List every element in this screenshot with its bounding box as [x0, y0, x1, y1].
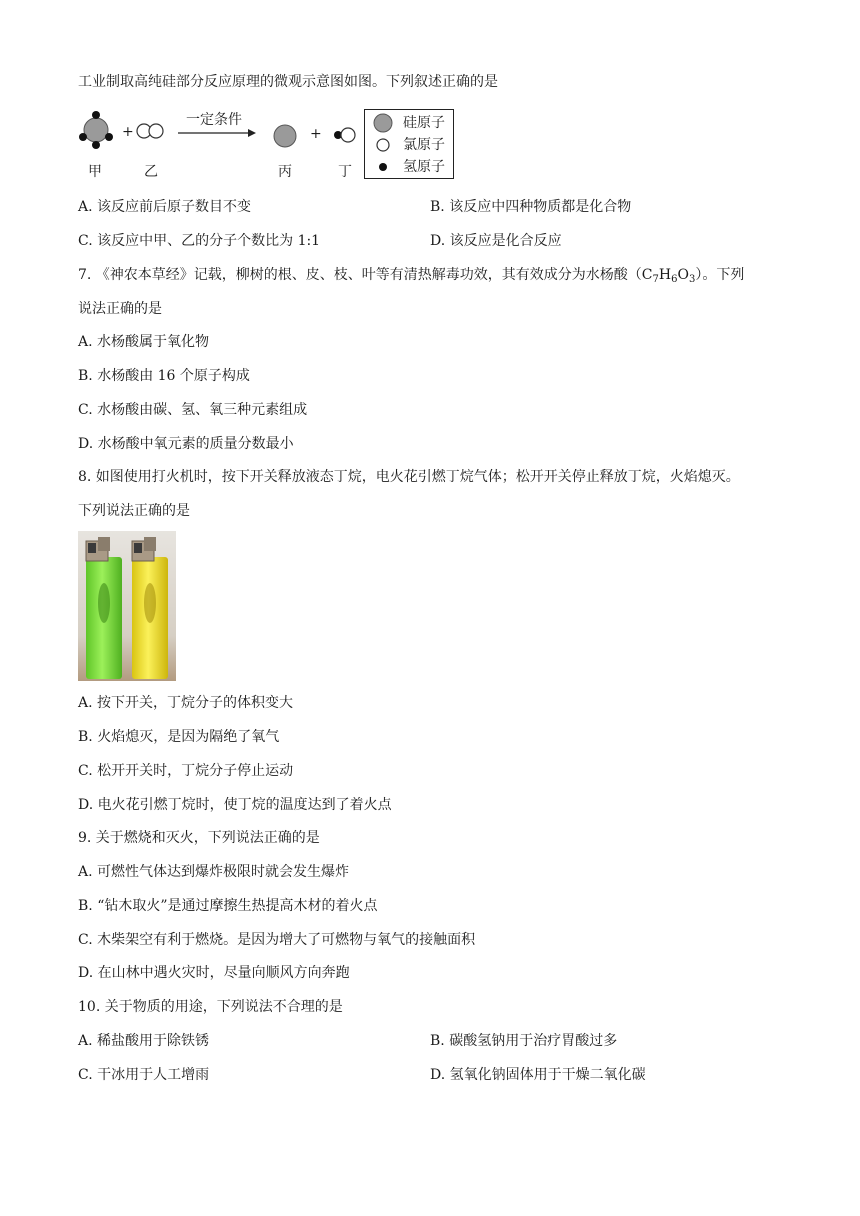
legend-silicon-label: 硅原子: [403, 115, 445, 131]
q6-stem: 工业制取高纯硅部分反应原理的微观示意图如图。下列叙述正确的是: [78, 74, 498, 90]
q10-option-d: D. 氢氧化钠固体用于干燥二氧化碳: [430, 1067, 646, 1083]
label-ding: 丁: [338, 164, 352, 180]
q9-option-c: C. 木柴架空有利于燃烧。是因为增大了可燃物与氧气的接触面积: [78, 932, 476, 948]
q7-stem-line1: [78, 265, 744, 285]
q6-option-a: A. 该反应前后原子数目不变: [78, 199, 252, 215]
q7-formula-sub-c: 7: [652, 274, 659, 285]
label-bing: 丙: [278, 164, 292, 180]
q7-formula-sub-o: 3: [688, 274, 696, 285]
legend-hydrogen-label: 氢原子: [403, 159, 445, 175]
q7-option-c: C. 水杨酸由碳、氢、氧三种元素组成: [78, 402, 308, 418]
label-yi: 乙: [144, 164, 158, 180]
q10-option-c: C. 干冰用于人工增雨: [78, 1067, 210, 1083]
q8-option-b: B. 火焰熄灭，是因为隔绝了氧气: [78, 729, 280, 745]
q7-option-b: B. 水杨酸由 16 个原子构成: [78, 368, 250, 384]
molecule-yi: [137, 124, 163, 138]
legend-hydrogen: [365, 156, 453, 178]
q8-option-c: C. 松开开关时，丁烷分子停止运动: [78, 763, 294, 779]
lighters-illustration: [78, 531, 176, 681]
q10-option-b: B. 碳酸氢钠用于治疗胃酸过多: [430, 1033, 618, 1049]
q7-stem-post: ）。下列: [695, 267, 745, 283]
q9-option-d: D. 在山林中遇火灾时，尽量向顺风方向奔跑: [78, 965, 350, 981]
molecule-ding: [334, 128, 355, 142]
q7-formula-sub-h: 6: [671, 274, 678, 285]
legend-chlorine-label: 氯原子: [403, 137, 445, 153]
q10-option-a: A. 稀盐酸用于除铁锈: [78, 1033, 210, 1049]
q8-stem-line1: 8. 如图使用打火机时，按下开关释放液态丁烷，电火花引燃丁烷气体；松开开关停止释放丁烷，火焰熄灭。: [78, 469, 740, 485]
q6-option-b: B. 该反应中四种物质都是化合物: [430, 199, 632, 215]
legend-chlorine: [365, 134, 453, 156]
plus-sign-2: +: [310, 126, 322, 142]
q9-stem: 9. 关于燃烧和灭火，下列说法正确的是: [78, 830, 320, 846]
q7-formula-h: H: [658, 267, 672, 283]
molecule-jia: [79, 111, 113, 149]
reaction-condition: 一定条件: [186, 112, 242, 128]
q8-stem-line2: 下列说法正确的是: [78, 503, 190, 519]
lighters-photo: [78, 531, 176, 681]
legend-silicon: [365, 112, 453, 134]
q7-formula-o: O: [677, 267, 689, 283]
q9-option-a: A. 可燃性气体达到爆炸极限时就会发生爆炸: [78, 864, 350, 880]
molecule-bing: [274, 125, 296, 147]
q10-stem: 10. 关于物质的用途，下列说法不合理的是: [78, 999, 343, 1015]
plus-sign-1: +: [122, 124, 134, 140]
q7-stem-pre: 7. 《神农本草经》记载，柳树的根、皮、枝、叶等有清热解毒功效，其有效成分为水杨酸（C: [78, 267, 653, 283]
atom-legend: [364, 109, 454, 179]
q8-option-d: D. 电火花引燃丁烷时，使丁烷的温度达到了着火点: [78, 797, 392, 813]
q6-option-c: C. 该反应中甲、乙的分子个数比为 1:1: [78, 233, 321, 249]
q7-stem-line2: 说法正确的是: [78, 301, 162, 317]
q7-option-a: A. 水杨酸属于氧化物: [78, 334, 210, 350]
q9-option-b: B. “钻木取火”是通过摩擦生热提高木材的着火点: [78, 898, 378, 914]
q8-option-a: A. 按下开关，丁烷分子的体积变大: [78, 695, 294, 711]
q7-option-d: D. 水杨酸中氧元素的质量分数最小: [78, 436, 294, 452]
label-jia: 甲: [88, 164, 102, 180]
q6-option-d: D. 该反应是化合反应: [430, 233, 562, 249]
